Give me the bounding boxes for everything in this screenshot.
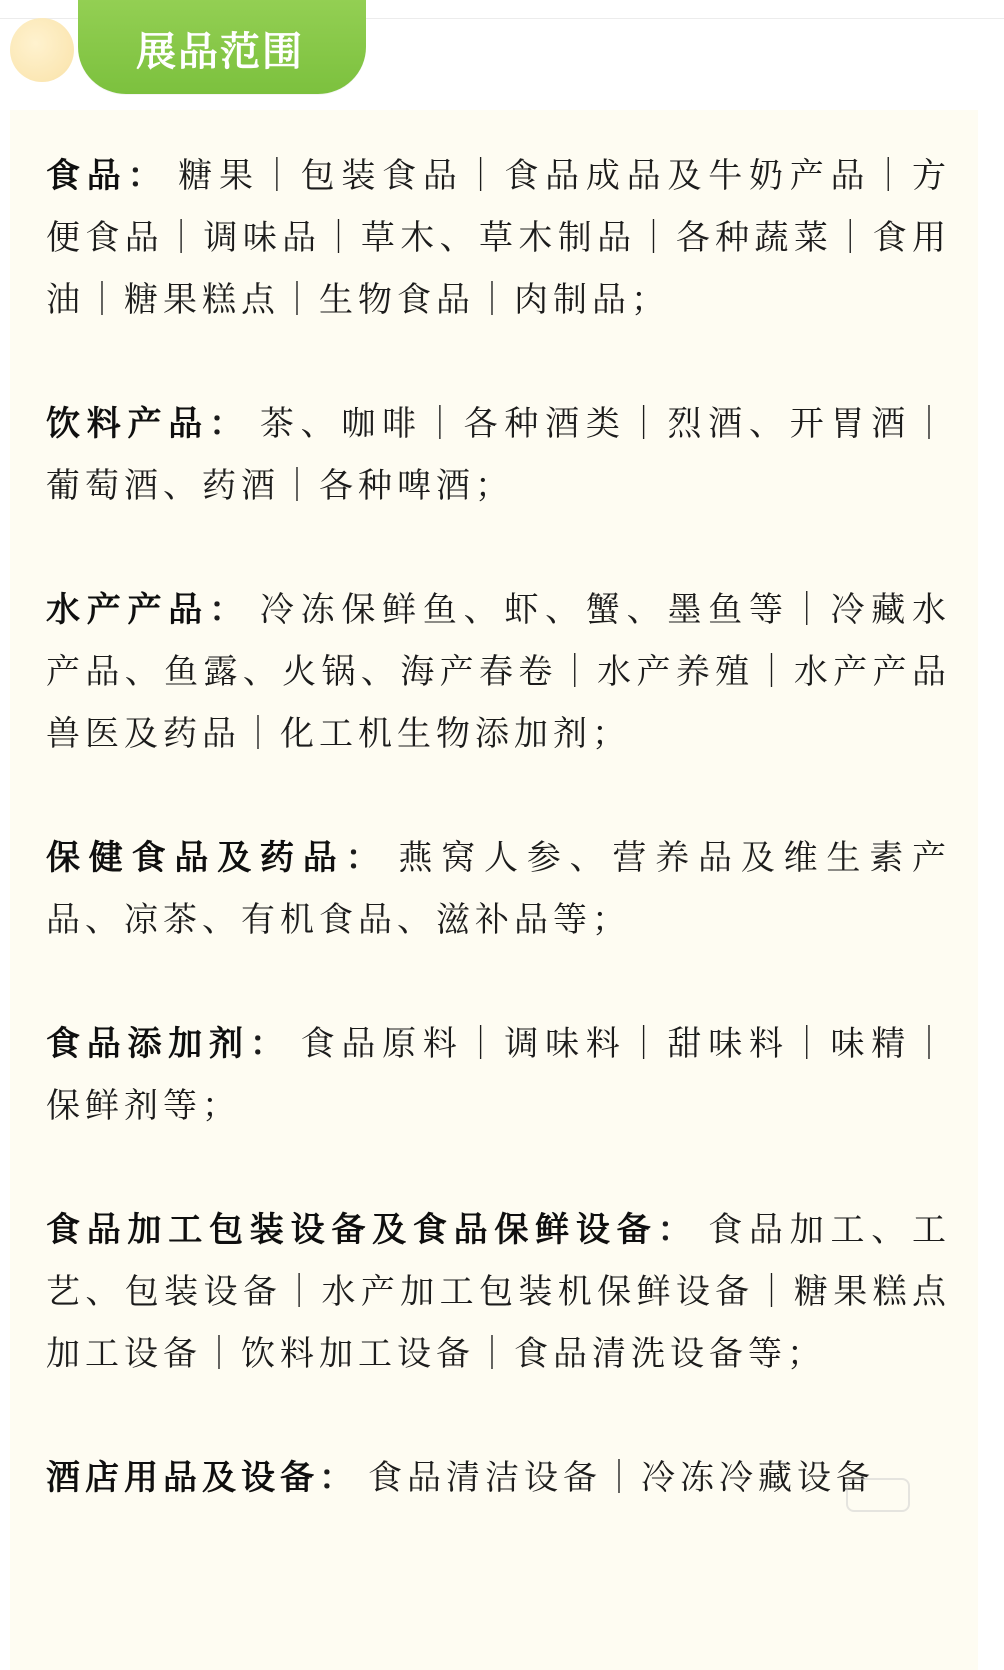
category-items: 食品加工、工艺、包装设备｜水产加工包装机保鲜设备｜糖果糕点加工设备｜饮料加工设备｜食品清洗设备等； [46,1210,952,1374]
category-food [46,145,951,331]
category-colon: ： [249,1024,291,1064]
category-items: 冷冻保鲜鱼、虾、蟹、墨鱼等｜冷藏水产品、鱼露、火锅、海产春卷｜水产养殖｜水产产品兽医及药品｜化工机生物添加剂； [46,590,952,754]
category-label: 饮料产品 [46,404,210,444]
category-items: 燕窝人参、营养品及维生素产品、凉茶、有机食品、滋补品等； [46,838,952,940]
category-label: 食品加工包装设备及食品保鲜设备 [46,1210,658,1250]
exhibit-scope-list [46,145,951,1571]
category-label: 酒店用品及设备 [46,1458,319,1498]
category-label: 水产产品 [46,590,210,630]
category-hotel-supplies [46,1447,951,1509]
category-colon: ： [319,1458,358,1498]
category-colon: ： [657,1210,699,1250]
category-items: 糖果｜包装食品｜食品成品及牛奶产品｜方便食品｜调味品｜草木、草木制品｜各种蔬菜｜食用油｜糖果糕点｜生物食品｜肉制品； [46,156,952,320]
category-aquatic-products [46,579,951,765]
category-items: 食品原料｜调味料｜甜味料｜味精｜保鲜剂等； [46,1024,952,1126]
category-colon: ： [209,590,250,630]
category-beverages [46,393,951,517]
category-health-food [46,827,951,951]
decorative-circle [10,18,74,82]
watermark-logo [846,1478,910,1512]
category-items: 茶、咖啡｜各种酒类｜烈酒、开胃酒｜葡萄酒、药酒｜各种啤酒； [46,404,952,506]
section-title: 展品范围 [136,29,304,75]
category-colon: ： [127,156,169,196]
category-label: 食品添加剂 [46,1024,250,1064]
category-items: 食品清洁设备｜冷冻冷藏设备 [368,1458,875,1498]
category-label: 食品 [46,156,128,196]
category-colon: ： [209,404,250,444]
category-colon: ： [345,838,389,878]
category-processing-equipment [46,1199,951,1385]
category-label: 保健食品及药品 [46,838,346,878]
category-food-additives [46,1013,951,1137]
